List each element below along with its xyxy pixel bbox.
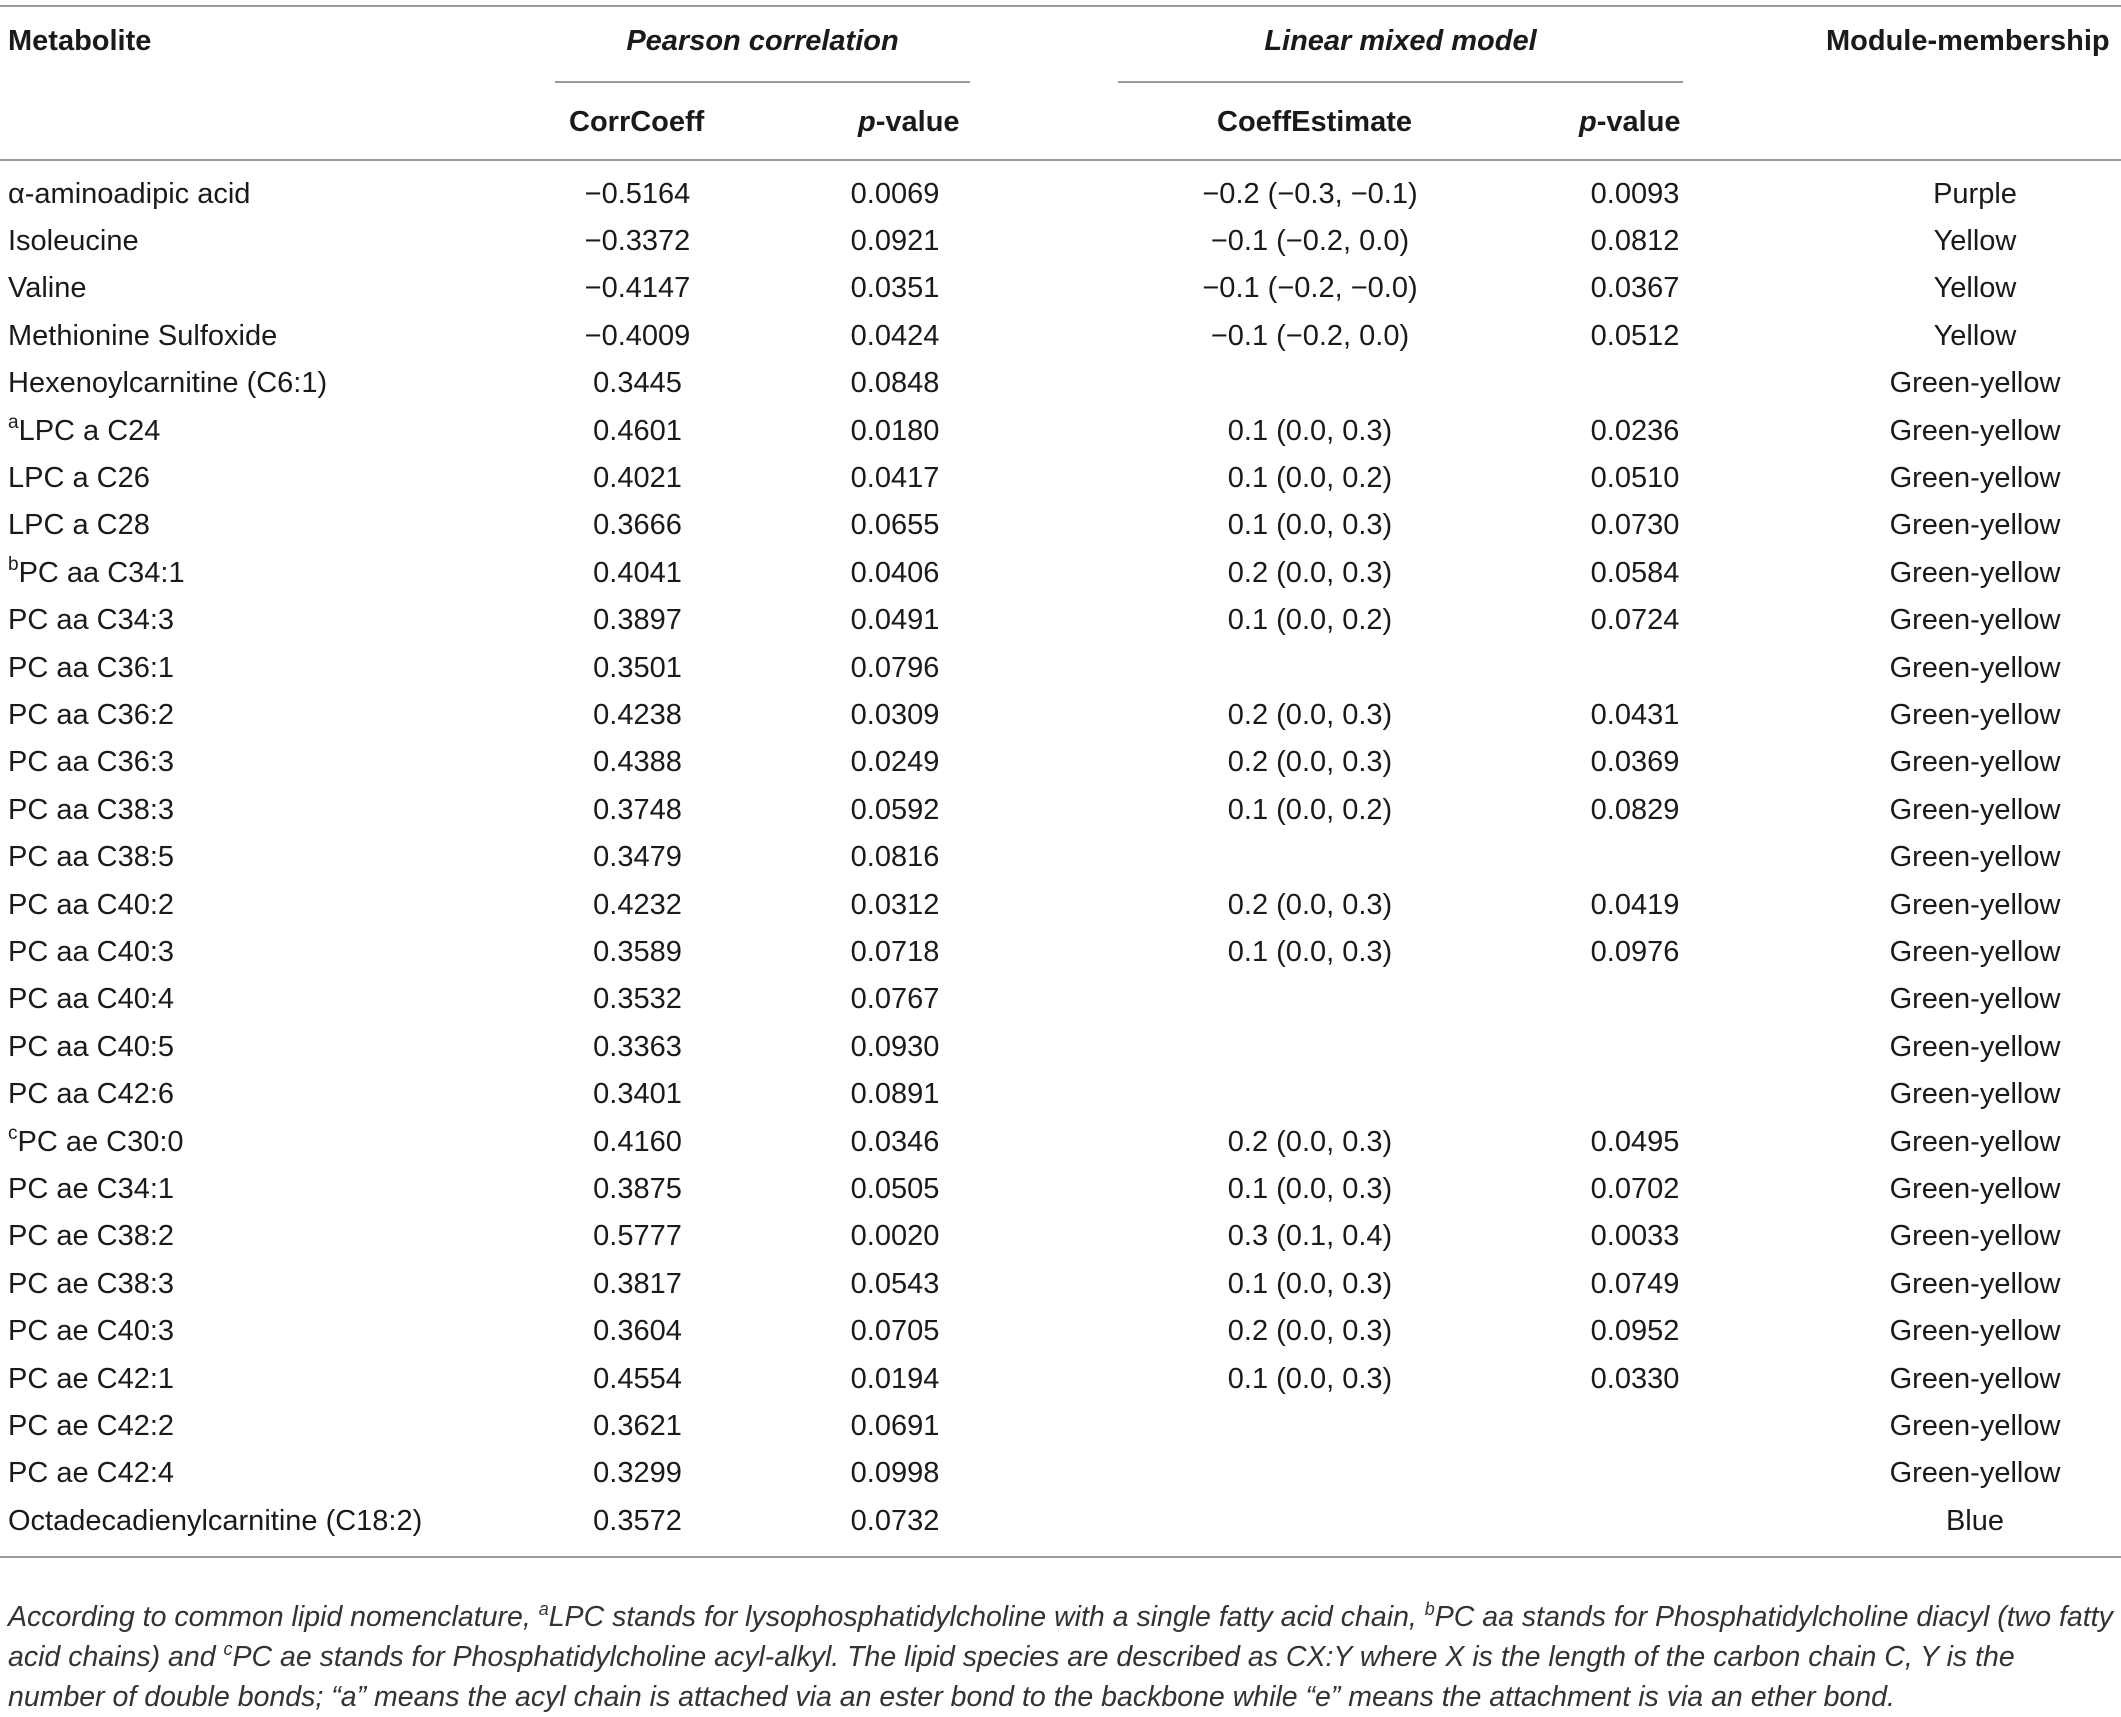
coeff-estimate-cell: 0.1 (0.0, 0.2) — [1227, 461, 1393, 494]
metabolite-name: PC aa C34:1 — [18, 556, 185, 589]
table-row — [0, 787, 2121, 834]
pearson-p-value-cell: 0.0312 — [850, 888, 940, 921]
pearson-p-value-cell: 0.0691 — [850, 1409, 940, 1442]
metabolite-cell — [8, 1308, 174, 1355]
lmm-p-value-cell: 0.0512 — [1590, 319, 1680, 352]
table-row — [0, 360, 2121, 407]
metabolite-cell — [8, 171, 250, 218]
metabolite-name: Hexenoylcarnitine (C6:1) — [8, 367, 328, 400]
metabolite-name: PC aa C40:4 — [8, 983, 175, 1016]
pearson-p-value-cell: 0.0816 — [850, 841, 940, 874]
metabolite-cell — [8, 1166, 174, 1213]
pearson-p-value-cell: 0.0767 — [850, 983, 940, 1016]
table-row — [0, 1498, 2121, 1545]
module-membership-cell: Green-yellow — [1889, 1172, 2061, 1205]
corr-coeff-cell: 0.3748 — [593, 793, 682, 826]
module-membership-cell: Yellow — [1933, 319, 2017, 352]
footnote-text-c: PC ae stands for Phosphatidylcholine acyl-alkyl. The lipid species are described as CX:Y where X is the length of the carbon chain C, Y is the number of double bonds; “a” means the acyl chain is attached via an ester bond to the backbone while “e” means the attachment is via an ether bond. — [8, 1641, 2015, 1713]
metabolite-name: LPC a C28 — [8, 509, 150, 542]
pearson-p-value-cell: 0.0998 — [850, 1457, 940, 1490]
metabolite-name: PC ae C38:3 — [8, 1267, 175, 1300]
pearson-p-value-cell: 0.0891 — [850, 1078, 940, 1111]
metabolite-cell — [8, 313, 277, 360]
pearson-p-value-cell: 0.0796 — [850, 651, 940, 684]
metabolite-cell — [8, 976, 174, 1023]
p-italic: p — [858, 106, 876, 138]
corr-coeff-cell: 0.3897 — [593, 604, 682, 637]
metabolite-name: PC aa C34:3 — [8, 604, 175, 637]
table-row — [0, 1450, 2121, 1497]
metabolite-name: PC aa C40:5 — [8, 1030, 175, 1063]
pearson-p-value-cell: 0.0020 — [850, 1220, 940, 1253]
metabolite-cell — [8, 739, 174, 786]
module-membership-cell: Green-yellow — [1889, 1030, 2061, 1063]
module-membership-cell: Green-yellow — [1889, 746, 2061, 779]
metabolite-cell — [8, 1119, 184, 1166]
metabolite-name: PC ae C42:2 — [8, 1409, 175, 1442]
metabolite-name: PC ae C38:2 — [8, 1220, 175, 1253]
metabolite-name: Methionine Sulfoxide — [8, 319, 278, 352]
coeff-estimate-cell: 0.2 (0.0, 0.3) — [1227, 556, 1393, 589]
module-membership-cell: Yellow — [1933, 224, 2017, 257]
module-membership-cell: Purple — [1933, 177, 2017, 210]
lmm-p-value-cell: 0.0812 — [1590, 224, 1680, 257]
header-bottom-rule — [0, 159, 2121, 161]
module-membership-cell: Green-yellow — [1889, 1220, 2061, 1253]
coeff-estimate-cell: 0.2 (0.0, 0.3) — [1227, 1315, 1393, 1348]
coeff-estimate-cell: 0.1 (0.0, 0.3) — [1227, 1267, 1393, 1300]
table-row — [0, 171, 2121, 218]
lmm-p-value-cell: 0.0033 — [1590, 1220, 1680, 1253]
module-membership-cell: Green-yellow — [1889, 983, 2061, 1016]
corr-coeff-cell: 0.4021 — [593, 461, 682, 494]
table-row — [0, 692, 2121, 739]
table-row — [0, 976, 2121, 1023]
table-footnote — [8, 1597, 2116, 1717]
lmm-p-value-cell: 0.0749 — [1590, 1267, 1680, 1300]
pearson-p-value-cell: 0.0346 — [850, 1125, 940, 1158]
pearson-p-value-cell: 0.0417 — [850, 461, 940, 494]
module-membership-cell: Green-yellow — [1889, 1409, 2061, 1442]
coeff-estimate-cell: −0.2 (−0.3, −0.1) — [1202, 177, 1418, 210]
corr-coeff-cell: −0.4147 — [584, 272, 691, 305]
corr-coeff-cell: 0.3666 — [593, 509, 682, 542]
lmm-p-value-cell: 0.0702 — [1590, 1172, 1680, 1205]
corr-coeff-cell: 0.3363 — [593, 1030, 682, 1063]
header-coeff-estimate: CoeffEstimate — [1217, 106, 1412, 138]
metabolite-cell — [8, 265, 86, 312]
corr-coeff-cell: 0.3401 — [593, 1078, 682, 1111]
corr-coeff-cell: 0.3501 — [593, 651, 682, 684]
coeff-estimate-cell: 0.3 (0.1, 0.4) — [1227, 1220, 1393, 1253]
module-membership-cell: Green-yellow — [1889, 935, 2061, 968]
table-row — [0, 1213, 2121, 1260]
coeff-estimate-cell: −0.1 (−0.2, 0.0) — [1210, 319, 1410, 352]
metabolite-name: PC aa C42:6 — [8, 1078, 175, 1111]
metabolite-cell — [8, 1403, 174, 1450]
lmm-p-value-cell: 0.0495 — [1590, 1125, 1680, 1158]
metabolite-name: PC aa C36:1 — [8, 651, 175, 684]
table-row — [0, 313, 2121, 360]
table-row — [0, 1119, 2121, 1166]
table-row — [0, 1024, 2121, 1071]
corr-coeff-cell: −0.5164 — [584, 177, 691, 210]
p-suffix: -value — [1596, 106, 1681, 138]
module-membership-cell: Green-yellow — [1889, 698, 2061, 731]
corr-coeff-cell: 0.3589 — [593, 935, 682, 968]
metabolite-name: PC ae C34:1 — [8, 1172, 175, 1205]
table-row — [0, 645, 2121, 692]
header-module-membership: Module-membership — [1826, 25, 2110, 57]
table-row — [0, 502, 2121, 549]
corr-coeff-cell: 0.4554 — [593, 1362, 682, 1395]
metabolite-cell — [8, 645, 174, 692]
metabolite-cell — [8, 1356, 174, 1403]
module-membership-cell: Green-yellow — [1889, 1315, 2061, 1348]
metabolite-cell — [8, 408, 160, 455]
metabolite-name: PC ae C40:3 — [8, 1315, 175, 1348]
pearson-p-value-cell: 0.0309 — [850, 698, 940, 731]
table-row — [0, 1356, 2121, 1403]
coeff-estimate-cell: 0.1 (0.0, 0.3) — [1227, 509, 1393, 542]
coeff-estimate-cell: 0.1 (0.0, 0.2) — [1227, 793, 1393, 826]
coeff-estimate-cell: 0.1 (0.0, 0.3) — [1227, 1362, 1393, 1395]
module-membership-cell: Green-yellow — [1889, 793, 2061, 826]
module-membership-cell: Green-yellow — [1889, 604, 2061, 637]
table-row — [0, 1071, 2121, 1118]
coeff-estimate-cell: 0.1 (0.0, 0.3) — [1227, 1172, 1393, 1205]
corr-coeff-cell: 0.3572 — [593, 1504, 682, 1537]
module-membership-cell: Blue — [1945, 1504, 2005, 1537]
lmm-p-value-cell: 0.0236 — [1590, 414, 1680, 447]
metabolite-cell — [8, 502, 150, 549]
metabolite-cell — [8, 550, 185, 597]
corr-coeff-cell: 0.3532 — [593, 983, 682, 1016]
module-membership-cell: Green-yellow — [1889, 509, 2061, 542]
footnote-text-b: PC aa stands for Phosphatidylcholine diacyl (two fatty acid chains) and — [8, 1601, 2113, 1673]
table-row — [0, 834, 2121, 881]
pearson-p-value-cell: 0.0655 — [850, 509, 940, 542]
pearson-p-value-cell: 0.0718 — [850, 935, 940, 968]
module-membership-cell: Green-yellow — [1889, 461, 2061, 494]
table-row — [0, 1308, 2121, 1355]
lmm-p-value-cell: 0.0367 — [1590, 272, 1680, 305]
table-row — [0, 929, 2121, 976]
table-row — [0, 1403, 2121, 1450]
corr-coeff-cell: 0.3445 — [593, 367, 682, 400]
coeff-estimate-cell: −0.1 (−0.2, −0.0) — [1202, 272, 1418, 305]
metabolite-name: PC aa C36:2 — [8, 698, 175, 731]
pearson-group-rule — [555, 81, 970, 83]
pearson-p-value-cell: 0.0848 — [850, 367, 940, 400]
metabolite-cell — [8, 218, 139, 265]
module-membership-cell: Yellow — [1933, 272, 2017, 305]
footnote-sup-b: b — [1424, 1599, 1435, 1619]
table-row — [0, 218, 2121, 265]
table-row — [0, 408, 2121, 455]
module-membership-cell: Green-yellow — [1889, 888, 2061, 921]
pearson-p-value-cell: 0.0732 — [850, 1504, 940, 1537]
pearson-p-value-cell: 0.0249 — [850, 746, 940, 779]
metabolite-name: PC ae C42:4 — [8, 1457, 175, 1490]
module-membership-cell: Green-yellow — [1889, 367, 2061, 400]
corr-coeff-cell: 0.3817 — [593, 1267, 682, 1300]
corr-coeff-cell: −0.4009 — [584, 319, 691, 352]
table-row — [0, 265, 2121, 312]
pearson-p-value-cell: 0.0180 — [850, 414, 940, 447]
metabolite-cell — [8, 455, 150, 502]
footnote-sup-a: a — [538, 1599, 549, 1619]
corr-coeff-cell: −0.3372 — [584, 224, 691, 257]
table-row — [0, 597, 2121, 644]
metabolite-name: PC aa C40:2 — [8, 888, 175, 921]
table-row — [0, 739, 2121, 786]
pearson-p-value-cell: 0.0406 — [850, 556, 940, 589]
pearson-p-value-cell: 0.0424 — [850, 319, 940, 352]
coeff-estimate-cell: 0.2 (0.0, 0.3) — [1227, 698, 1393, 731]
metabolite-cell — [8, 692, 174, 739]
corr-coeff-cell: 0.3604 — [593, 1315, 682, 1348]
lmm-p-value-cell: 0.0093 — [1590, 177, 1680, 210]
metabolite-name: PC ae C30:0 — [17, 1125, 184, 1158]
metabolite-cell — [8, 929, 174, 976]
corr-coeff-cell: 0.4041 — [593, 556, 682, 589]
table-top-rule — [0, 5, 2121, 7]
module-membership-cell: Green-yellow — [1889, 1457, 2061, 1490]
corr-coeff-cell: 0.4238 — [593, 698, 682, 731]
corr-coeff-cell: 0.4388 — [593, 746, 682, 779]
metabolite-name: LPC a C24 — [18, 414, 161, 447]
lmm-p-value-cell: 0.0510 — [1590, 461, 1680, 494]
corr-coeff-cell: 0.4160 — [593, 1125, 682, 1158]
pearson-p-value-cell: 0.0505 — [850, 1172, 940, 1205]
metabolite-cell — [8, 360, 327, 407]
footnote-text-a: LPC stands for lysophosphatidylcholine with a single fatty acid chain, — [548, 1601, 1425, 1633]
footnote-sup-c: c — [223, 1639, 233, 1659]
lmm-p-value-cell: 0.0724 — [1590, 604, 1680, 637]
pearson-p-value-cell: 0.0351 — [850, 272, 940, 305]
pearson-p-value-cell: 0.0921 — [850, 224, 940, 257]
metabolite-cell — [8, 1071, 174, 1118]
pearson-p-value-cell: 0.0930 — [850, 1030, 940, 1063]
metabolite-cell — [8, 597, 174, 644]
metabolite-cell — [8, 1498, 422, 1545]
pearson-p-value-cell: 0.0194 — [850, 1362, 940, 1395]
lmm-p-value-cell: 0.0730 — [1590, 509, 1680, 542]
metabolite-name: LPC a C26 — [8, 461, 150, 494]
metabolite-name: Valine — [8, 272, 87, 305]
pearson-p-value-cell: 0.0705 — [850, 1315, 940, 1348]
module-membership-cell: Green-yellow — [1889, 651, 2061, 684]
module-membership-cell: Green-yellow — [1889, 1078, 2061, 1111]
metabolite-cell — [8, 787, 174, 834]
lmm-p-value-cell: 0.0952 — [1590, 1315, 1680, 1348]
table-row — [0, 1261, 2121, 1308]
module-membership-cell: Green-yellow — [1889, 556, 2061, 589]
table-row — [0, 550, 2121, 597]
metabolite-name: PC aa C38:5 — [8, 841, 175, 874]
module-membership-cell: Green-yellow — [1889, 841, 2061, 874]
corr-coeff-cell: 0.3479 — [593, 841, 682, 874]
metabolite-cell — [8, 1450, 174, 1497]
lmm-p-value-cell: 0.0829 — [1590, 793, 1680, 826]
header-pearson-correlation: Pearson correlation — [626, 25, 899, 57]
metabolite-name: PC ae C42:1 — [8, 1362, 175, 1395]
lmm-p-value-cell: 0.0330 — [1590, 1362, 1680, 1395]
coeff-estimate-cell: 0.1 (0.0, 0.3) — [1227, 414, 1393, 447]
metabolite-name: α-aminoadipic acid — [8, 177, 251, 210]
header-metabolite: Metabolite — [8, 25, 152, 57]
module-membership-cell: Green-yellow — [1889, 414, 2061, 447]
coeff-estimate-cell: 0.1 (0.0, 0.2) — [1227, 604, 1393, 637]
pearson-p-value-cell: 0.0069 — [850, 177, 940, 210]
lmm-p-value-cell: 0.0976 — [1590, 935, 1680, 968]
metabolite-cell — [8, 1024, 174, 1071]
coeff-estimate-cell: 0.2 (0.0, 0.3) — [1227, 1125, 1393, 1158]
metabolite-cell — [8, 1213, 174, 1260]
table-bottom-rule — [0, 1556, 2121, 1558]
lmm-p-value-cell: 0.0419 — [1590, 888, 1680, 921]
table-row — [0, 1166, 2121, 1213]
footnote-marker: c — [8, 1122, 18, 1144]
table-row — [0, 455, 2121, 502]
corr-coeff-cell: 0.3621 — [593, 1409, 682, 1442]
footnote-marker: b — [8, 553, 19, 575]
coeff-estimate-cell: 0.1 (0.0, 0.3) — [1227, 935, 1393, 968]
coeff-estimate-cell: −0.1 (−0.2, 0.0) — [1210, 224, 1410, 257]
module-membership-cell: Green-yellow — [1889, 1125, 2061, 1158]
footnote-marker: a — [8, 411, 19, 433]
metabolite-name: PC aa C38:3 — [8, 793, 175, 826]
lmm-group-rule — [1118, 81, 1683, 83]
lmm-p-value-cell: 0.0369 — [1590, 746, 1680, 779]
corr-coeff-cell: 0.3299 — [593, 1457, 682, 1490]
p-italic: p — [1579, 106, 1597, 138]
metabolite-cell — [8, 1261, 174, 1308]
metabolite-name: PC aa C36:3 — [8, 746, 175, 779]
metabolite-name: Octadecadienylcarnitine (C18:2) — [8, 1504, 423, 1537]
metabolite-cell — [8, 834, 174, 881]
header-pearson-p-value — [858, 102, 960, 142]
metabolite-name: Isoleucine — [8, 224, 139, 257]
p-suffix: -value — [875, 106, 960, 138]
module-membership-cell: Green-yellow — [1889, 1267, 2061, 1300]
pearson-p-value-cell: 0.0592 — [850, 793, 940, 826]
pearson-p-value-cell: 0.0543 — [850, 1267, 940, 1300]
lmm-p-value-cell: 0.0431 — [1590, 698, 1680, 731]
corr-coeff-cell: 0.5777 — [593, 1220, 682, 1253]
metabolite-cell — [8, 882, 174, 929]
corr-coeff-cell: 0.4601 — [593, 414, 682, 447]
module-membership-cell: Green-yellow — [1889, 1362, 2061, 1395]
lmm-p-value-cell: 0.0584 — [1590, 556, 1680, 589]
table-row — [0, 882, 2121, 929]
metabolite-name: PC aa C40:3 — [8, 935, 175, 968]
footnote-intro: According to common lipid nomenclature, — [8, 1601, 539, 1633]
corr-coeff-cell: 0.3875 — [593, 1172, 682, 1205]
coeff-estimate-cell: 0.2 (0.0, 0.3) — [1227, 888, 1393, 921]
pearson-p-value-cell: 0.0491 — [850, 604, 940, 637]
corr-coeff-cell: 0.4232 — [593, 888, 682, 921]
header-lmm-p-value — [1579, 102, 1681, 142]
coeff-estimate-cell: 0.2 (0.0, 0.3) — [1227, 746, 1393, 779]
header-linear-mixed-model: Linear mixed model — [1264, 25, 1537, 57]
header-corr-coeff: CorrCoeff — [569, 106, 705, 138]
